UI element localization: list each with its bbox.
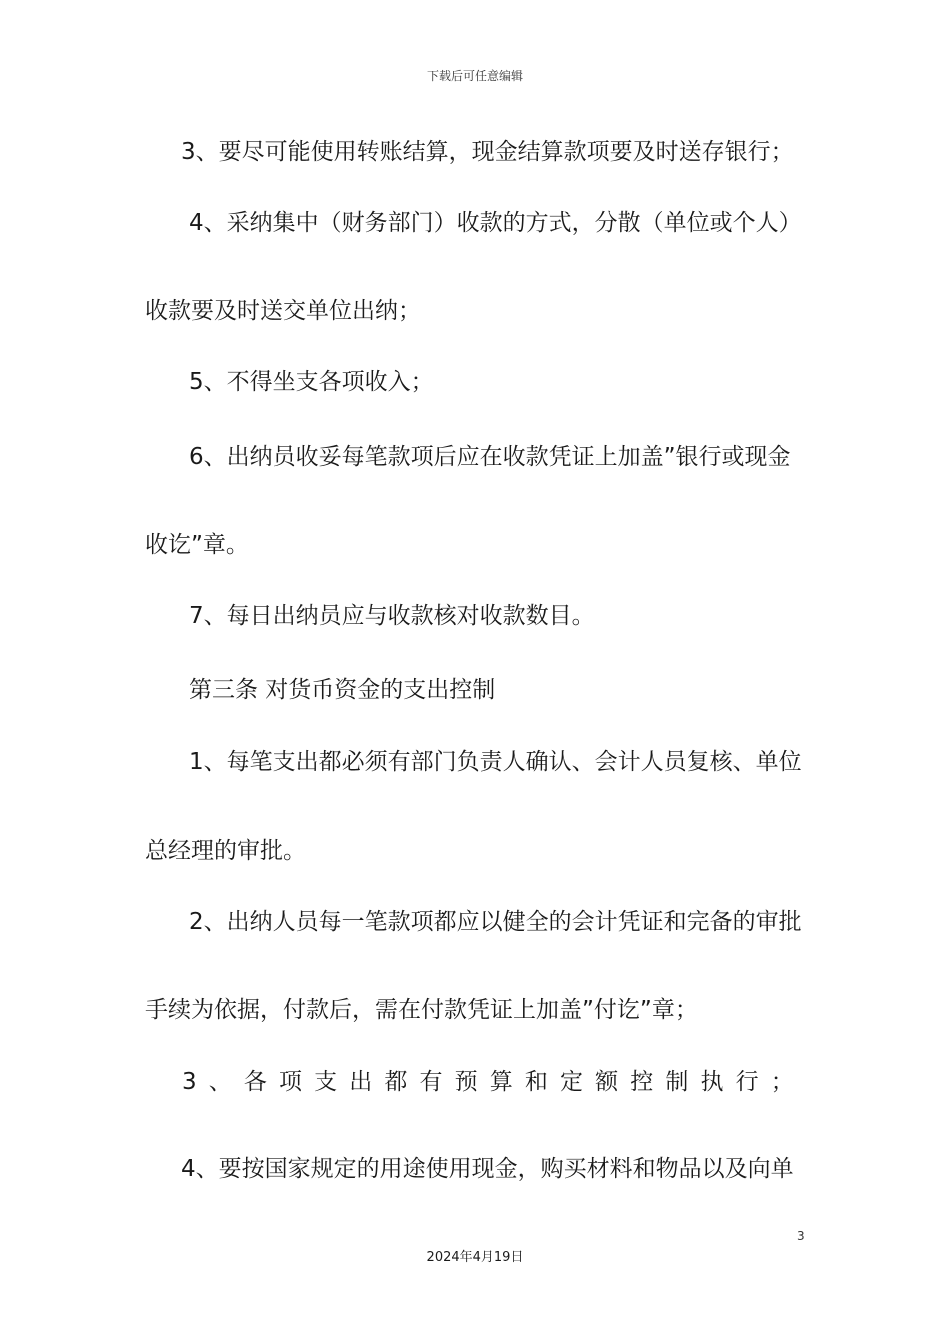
char: 制 bbox=[665, 1069, 689, 1095]
char: 支 bbox=[314, 1069, 338, 1095]
char: 额 bbox=[595, 1069, 619, 1095]
paragraph-line: 收讫”章。 bbox=[145, 532, 249, 558]
char: 定 bbox=[560, 1069, 584, 1095]
paragraph-line: 1、每笔支出都必须有部门负责人确认、会计人员复核、单位 bbox=[189, 749, 802, 775]
paragraph-line: 2、出纳人员每一笔款项都应以健全的会计凭证和完备的审批 bbox=[189, 909, 802, 935]
char: 和 bbox=[524, 1069, 548, 1095]
char: 算 bbox=[489, 1069, 513, 1095]
justified-paragraph-line bbox=[182, 1067, 794, 1097]
paragraph-line: 手续为依据，付款后，需在付款凭证上加盖”付讫”章； bbox=[145, 997, 698, 1023]
char: 、 bbox=[208, 1069, 232, 1095]
page-number: 3 bbox=[797, 1229, 805, 1243]
char: 各 bbox=[243, 1069, 267, 1095]
char: 执 bbox=[700, 1069, 724, 1095]
paragraph-line: 7、每日出纳员应与收款核对收款数目。 bbox=[189, 603, 595, 629]
paragraph-line: 5、不得坐支各项收入； bbox=[189, 369, 434, 395]
char: 3 bbox=[182, 1069, 197, 1095]
paragraph-line: 6、出纳员收妥每笔款项后应在收款凭证上加盖”银行或现金 bbox=[189, 444, 791, 470]
char: ； bbox=[770, 1069, 794, 1095]
char: 行 bbox=[735, 1069, 759, 1095]
char: 预 bbox=[454, 1069, 478, 1095]
paragraph-line: 收款要及时送交单位出纳； bbox=[145, 298, 421, 324]
footer-date: 2024年4月19日 bbox=[426, 1250, 524, 1265]
section-heading: 第三条 对货币资金的支出控制 bbox=[189, 677, 496, 703]
char: 出 bbox=[349, 1069, 373, 1095]
page-header: 下载后可任意编辑 bbox=[426, 69, 523, 83]
paragraph-line: 总经理的审批。 bbox=[145, 838, 306, 864]
char: 控 bbox=[630, 1069, 654, 1095]
paragraph-line: 4、采纳集中（财务部门）收款的方式，分散（单位或个人） bbox=[189, 210, 802, 236]
paragraph-line: 3、要尽可能使用转账结算，现金结算款项要及时送存银行； bbox=[181, 139, 794, 165]
char: 项 bbox=[279, 1069, 303, 1095]
char: 有 bbox=[419, 1069, 443, 1095]
paragraph-line: 4、要按国家规定的用途使用现金，购买材料和物品以及向单 bbox=[181, 1156, 794, 1182]
char: 都 bbox=[384, 1069, 408, 1095]
